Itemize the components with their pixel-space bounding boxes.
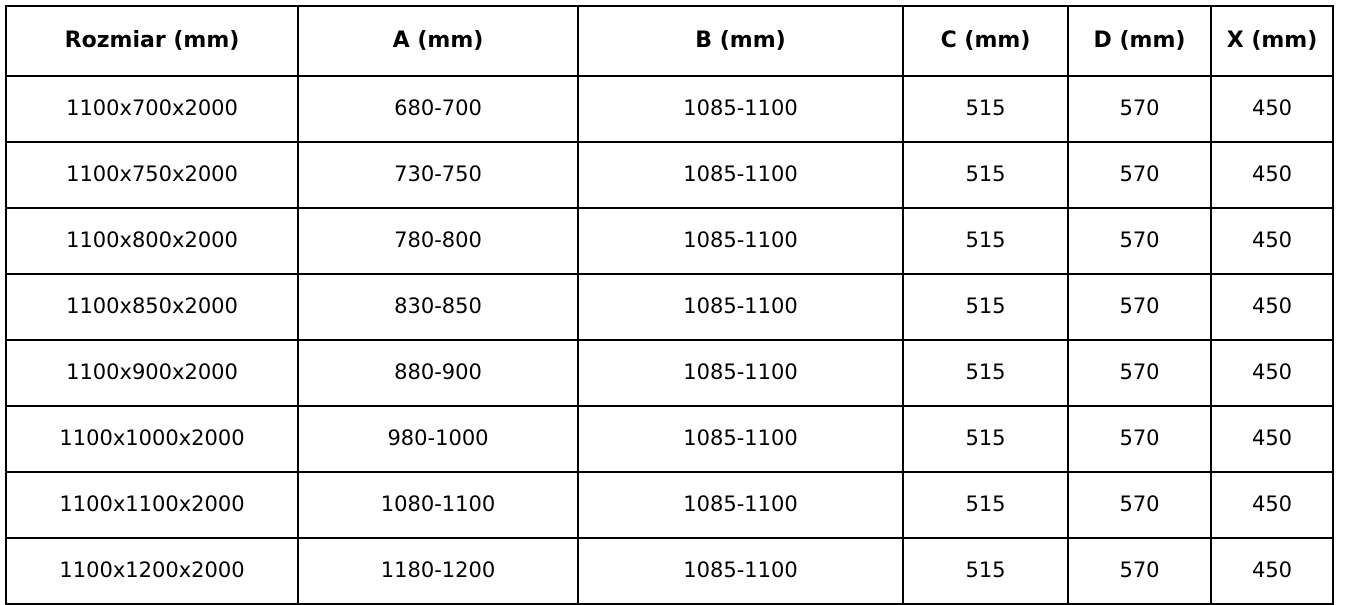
cell-size: 1100x850x2000 xyxy=(6,274,298,340)
cell-d: 570 xyxy=(1068,538,1211,604)
table-header-row xyxy=(6,6,1333,76)
cell-size: 1100x700x2000 xyxy=(6,76,298,142)
cell-x: 450 xyxy=(1211,538,1333,604)
cell-c: 515 xyxy=(903,340,1068,406)
column-header-d: D (mm) xyxy=(1068,6,1211,76)
cell-x: 450 xyxy=(1211,208,1333,274)
cell-b: 1085-1100 xyxy=(578,274,903,340)
cell-a: 980-1000 xyxy=(298,406,578,472)
cell-x: 450 xyxy=(1211,142,1333,208)
cell-x: 450 xyxy=(1211,274,1333,340)
cell-d: 570 xyxy=(1068,142,1211,208)
column-header-c: C (mm) xyxy=(903,6,1068,76)
specification-table xyxy=(5,5,1334,605)
cell-c: 515 xyxy=(903,274,1068,340)
cell-b: 1085-1100 xyxy=(578,538,903,604)
cell-a: 780-800 xyxy=(298,208,578,274)
cell-b: 1085-1100 xyxy=(578,406,903,472)
cell-b: 1085-1100 xyxy=(578,76,903,142)
table-row xyxy=(6,76,1333,142)
cell-a: 830-850 xyxy=(298,274,578,340)
cell-c: 515 xyxy=(903,208,1068,274)
cell-c: 515 xyxy=(903,142,1068,208)
cell-b: 1085-1100 xyxy=(578,208,903,274)
table-row xyxy=(6,340,1333,406)
cell-d: 570 xyxy=(1068,406,1211,472)
cell-size: 1100x1000x2000 xyxy=(6,406,298,472)
table-row xyxy=(6,472,1333,538)
cell-a: 880-900 xyxy=(298,340,578,406)
column-header-a: A (mm) xyxy=(298,6,578,76)
cell-b: 1085-1100 xyxy=(578,142,903,208)
cell-x: 450 xyxy=(1211,340,1333,406)
cell-a: 1080-1100 xyxy=(298,472,578,538)
cell-c: 515 xyxy=(903,406,1068,472)
cell-b: 1085-1100 xyxy=(578,472,903,538)
cell-d: 570 xyxy=(1068,472,1211,538)
cell-x: 450 xyxy=(1211,472,1333,538)
column-header-x: X (mm) xyxy=(1211,6,1333,76)
cell-d: 570 xyxy=(1068,274,1211,340)
table-body xyxy=(6,76,1333,604)
table-row xyxy=(6,274,1333,340)
cell-d: 570 xyxy=(1068,340,1211,406)
table-header xyxy=(6,6,1333,76)
column-header-size: Rozmiar (mm) xyxy=(6,6,298,76)
table-row xyxy=(6,208,1333,274)
cell-c: 515 xyxy=(903,472,1068,538)
cell-d: 570 xyxy=(1068,76,1211,142)
cell-a: 730-750 xyxy=(298,142,578,208)
cell-size: 1100x750x2000 xyxy=(6,142,298,208)
cell-b: 1085-1100 xyxy=(578,340,903,406)
cell-a: 1180-1200 xyxy=(298,538,578,604)
cell-size: 1100x800x2000 xyxy=(6,208,298,274)
table-row xyxy=(6,538,1333,604)
table-row xyxy=(6,406,1333,472)
cell-a: 680-700 xyxy=(298,76,578,142)
cell-size: 1100x900x2000 xyxy=(6,340,298,406)
table-row xyxy=(6,142,1333,208)
cell-d: 570 xyxy=(1068,208,1211,274)
cell-size: 1100x1200x2000 xyxy=(6,538,298,604)
cell-x: 450 xyxy=(1211,76,1333,142)
cell-x: 450 xyxy=(1211,406,1333,472)
cell-size: 1100x1100x2000 xyxy=(6,472,298,538)
cell-c: 515 xyxy=(903,538,1068,604)
column-header-b: B (mm) xyxy=(578,6,903,76)
cell-c: 515 xyxy=(903,76,1068,142)
